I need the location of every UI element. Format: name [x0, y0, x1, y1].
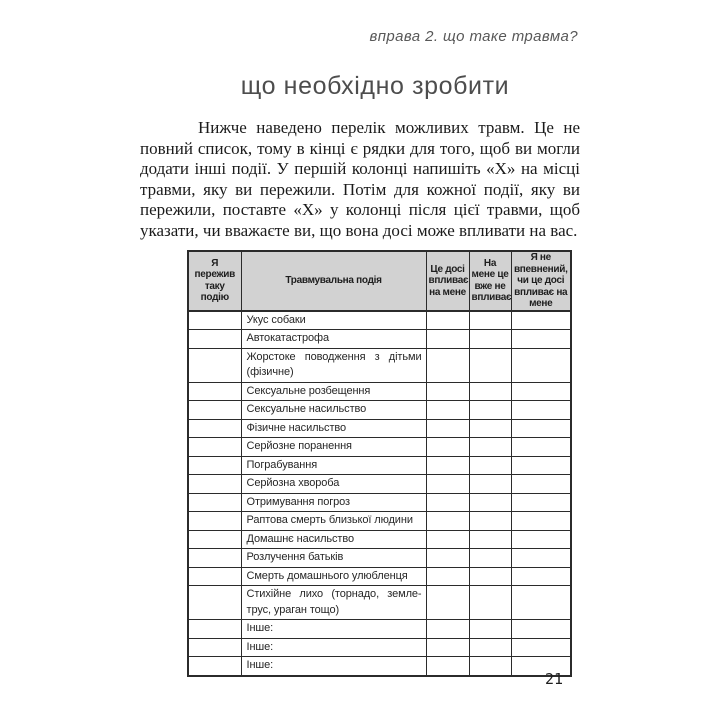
trauma-event-cell: Раптова смерть близької людини — [241, 512, 426, 531]
table-header-row — [188, 251, 571, 311]
mark-cell-experienced — [188, 620, 241, 639]
mark-cell-no-longer-affects — [469, 530, 511, 549]
intro-paragraph: Нижче наведено перелік можливих травм. Це не повний список, тому в кінці є рядки для того, щоб ви могли додати інші події. У першій колонці напишіть «Х» на місці травми, яку ви пережили. Потім для кожної події, яку ви пережили, поставте «Х» у колонці після цієї травми, щоб указати, чи вважаєте ви, що вона досі може впливати на вас. — [140, 118, 580, 240]
trauma-event-cell: Інше: — [241, 620, 426, 639]
trauma-event-cell: Стихійне лихо (торнадо, земле-трус, ураган тощо) — [241, 586, 426, 620]
table-row — [188, 620, 571, 639]
mark-cell-experienced — [188, 586, 241, 620]
table-row — [188, 493, 571, 512]
mark-cell-still-affects — [426, 620, 469, 639]
mark-cell-unsure — [511, 330, 571, 349]
mark-cell-still-affects — [426, 530, 469, 549]
mark-cell-no-longer-affects — [469, 382, 511, 401]
mark-cell-unsure — [511, 549, 571, 568]
trauma-table-body — [188, 311, 571, 676]
table-row — [188, 348, 571, 382]
mark-cell-still-affects — [426, 419, 469, 438]
trauma-event-cell: Фізичне насильство — [241, 419, 426, 438]
mark-cell-no-longer-affects — [469, 512, 511, 531]
mark-cell-unsure — [511, 512, 571, 531]
mark-cell-experienced — [188, 419, 241, 438]
mark-cell-no-longer-affects — [469, 438, 511, 457]
trauma-event-cell: Сексуальне насильство — [241, 401, 426, 420]
col-header-experienced: Я пережив таку подію — [188, 251, 241, 311]
trauma-event-cell: Розлучення батьків — [241, 549, 426, 568]
mark-cell-no-longer-affects — [469, 348, 511, 382]
mark-cell-unsure — [511, 456, 571, 475]
trauma-event-cell: Укус собаки — [241, 311, 426, 330]
mark-cell-still-affects — [426, 512, 469, 531]
mark-cell-experienced — [188, 348, 241, 382]
table-row — [188, 475, 571, 494]
mark-cell-no-longer-affects — [469, 419, 511, 438]
mark-cell-still-affects — [426, 657, 469, 676]
mark-cell-experienced — [188, 382, 241, 401]
table-row — [188, 586, 571, 620]
mark-cell-no-longer-affects — [469, 549, 511, 568]
mark-cell-still-affects — [426, 475, 469, 494]
mark-cell-still-affects — [426, 638, 469, 657]
table-row — [188, 456, 571, 475]
mark-cell-still-affects — [426, 493, 469, 512]
mark-cell-still-affects — [426, 348, 469, 382]
mark-cell-still-affects — [426, 586, 469, 620]
trauma-event-cell: Жорстоке поводження з дітьми (фізичне) — [241, 348, 426, 382]
mark-cell-still-affects — [426, 311, 469, 330]
table-row — [188, 657, 571, 676]
mark-cell-no-longer-affects — [469, 620, 511, 639]
mark-cell-experienced — [188, 438, 241, 457]
table-row — [188, 311, 571, 330]
mark-cell-experienced — [188, 638, 241, 657]
mark-cell-experienced — [188, 401, 241, 420]
mark-cell-experienced — [188, 493, 241, 512]
page-title: що необхідно зробити — [240, 72, 510, 100]
mark-cell-no-longer-affects — [469, 311, 511, 330]
table-row — [188, 401, 571, 420]
table-row — [188, 512, 571, 531]
mark-cell-experienced — [188, 330, 241, 349]
mark-cell-unsure — [511, 475, 571, 494]
table-row — [188, 567, 571, 586]
mark-cell-unsure — [511, 311, 571, 330]
col-header-still-affects: Це досі впливає на мене — [426, 251, 469, 311]
trauma-event-cell: Автокатастрофа — [241, 330, 426, 349]
mark-cell-no-longer-affects — [469, 475, 511, 494]
col-header-trauma-event: Травмувальна подія — [241, 251, 426, 311]
table-row — [188, 330, 571, 349]
mark-cell-still-affects — [426, 401, 469, 420]
mark-cell-no-longer-affects — [469, 657, 511, 676]
mark-cell-unsure — [511, 586, 571, 620]
mark-cell-no-longer-affects — [469, 638, 511, 657]
mark-cell-still-affects — [426, 438, 469, 457]
mark-cell-no-longer-affects — [469, 330, 511, 349]
table-row — [188, 638, 571, 657]
trauma-event-cell: Пограбування — [241, 456, 426, 475]
mark-cell-still-affects — [426, 456, 469, 475]
mark-cell-unsure — [511, 348, 571, 382]
mark-cell-experienced — [188, 567, 241, 586]
mark-cell-experienced — [188, 311, 241, 330]
mark-cell-no-longer-affects — [469, 493, 511, 512]
mark-cell-unsure — [511, 401, 571, 420]
col-header-no-longer-affects: На мене це вже не впливає — [469, 251, 511, 311]
mark-cell-no-longer-affects — [469, 567, 511, 586]
mark-cell-unsure — [511, 620, 571, 639]
mark-cell-still-affects — [426, 382, 469, 401]
mark-cell-no-longer-affects — [469, 456, 511, 475]
mark-cell-unsure — [511, 382, 571, 401]
mark-cell-experienced — [188, 456, 241, 475]
mark-cell-unsure — [511, 567, 571, 586]
mark-cell-unsure — [511, 438, 571, 457]
mark-cell-still-affects — [426, 549, 469, 568]
table-row — [188, 549, 571, 568]
mark-cell-no-longer-affects — [469, 401, 511, 420]
table-row — [188, 382, 571, 401]
mark-cell-still-affects — [426, 567, 469, 586]
trauma-event-cell: Інше: — [241, 638, 426, 657]
trauma-event-cell: Домашнє насильство — [241, 530, 426, 549]
mark-cell-unsure — [511, 493, 571, 512]
mark-cell-experienced — [188, 475, 241, 494]
mark-cell-experienced — [188, 530, 241, 549]
trauma-event-cell: Серйозне поранення — [241, 438, 426, 457]
mark-cell-unsure — [511, 638, 571, 657]
page-number: 21 — [545, 670, 564, 688]
trauma-event-cell: Серйозна хвороба — [241, 475, 426, 494]
mark-cell-experienced — [188, 657, 241, 676]
mark-cell-unsure — [511, 419, 571, 438]
col-header-unsure: Я не впевнений, чи це досі впливає на мене — [511, 251, 571, 311]
trauma-event-cell: Отримування погроз — [241, 493, 426, 512]
mark-cell-no-longer-affects — [469, 586, 511, 620]
trauma-event-cell: Інше: — [241, 657, 426, 676]
mark-cell-unsure — [511, 530, 571, 549]
running-header: вправа 2. що таке травма? — [369, 28, 578, 45]
table-row — [188, 530, 571, 549]
trauma-table — [187, 250, 572, 677]
mark-cell-experienced — [188, 512, 241, 531]
mark-cell-still-affects — [426, 330, 469, 349]
trauma-event-cell: Сексуальне розбещення — [241, 382, 426, 401]
table-row — [188, 438, 571, 457]
table-row — [188, 419, 571, 438]
mark-cell-experienced — [188, 549, 241, 568]
trauma-event-cell: Смерть домашнього улюбленця — [241, 567, 426, 586]
